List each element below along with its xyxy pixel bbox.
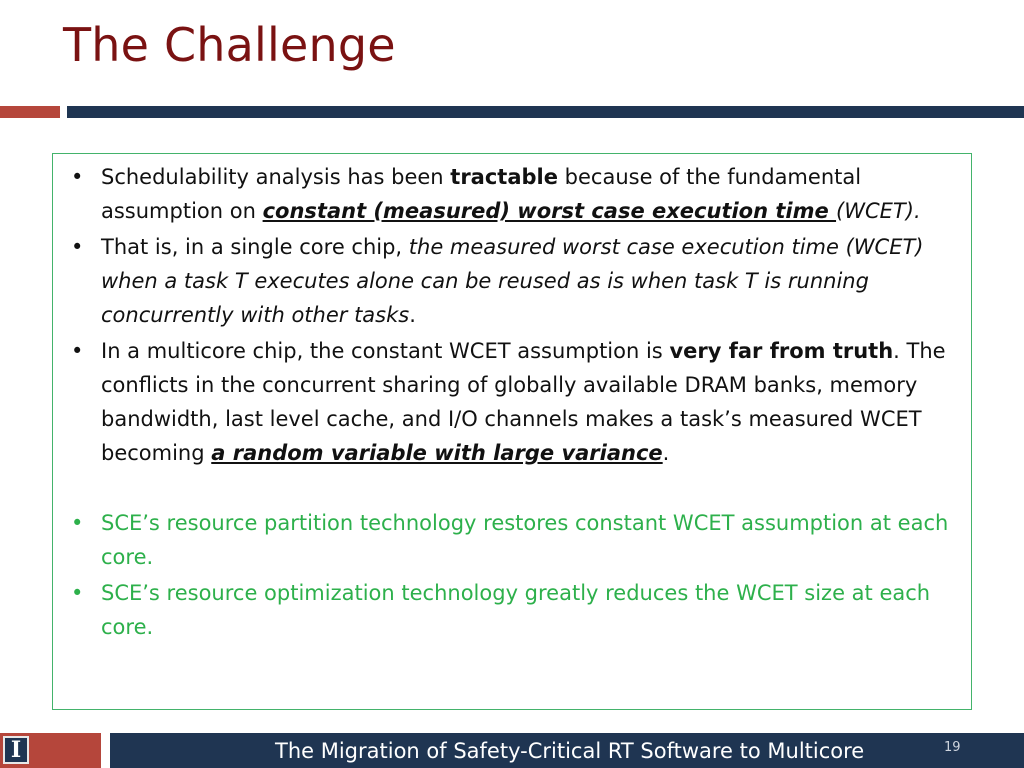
bullet-text: In a multicore chip, the constant WCET assumption is (101, 339, 670, 363)
bullet-item (61, 334, 966, 470)
key-phrase: a random variable with large variance (211, 441, 663, 465)
bullet-spacer (61, 472, 966, 506)
emphasis-text: very far from truth (669, 339, 894, 363)
title-rule (67, 106, 1024, 118)
bullet-text: Schedulability analysis has been (101, 165, 451, 189)
university-logo-icon: I (3, 736, 29, 764)
bullet-marker: • (71, 235, 84, 259)
bullet-text: . (409, 303, 416, 327)
bullet-text: . The conflicts in the concurrent sharing of globally available DRAM banks, memory bandwidth, last level cache, and I/O channels makes a task’s measured WCET becoming (101, 339, 946, 465)
footer-title: The Migration of Safety-Critical RT Software to Multicore (275, 739, 865, 763)
page-number: 19 (944, 740, 961, 755)
title-rule-accent (0, 106, 60, 118)
bullet-text: (WCET). (836, 199, 921, 223)
bullet-text: SCE’s resource partition technology restores constant WCET assumption at each core. (101, 511, 949, 569)
bullet-marker: • (71, 581, 84, 605)
emphasis-text: tractable (450, 165, 558, 189)
bullet-text: SCE’s resource optimization technology greatly reduces the WCET size at each core. (101, 581, 931, 639)
bullet-item (61, 160, 966, 228)
bullet-text: . (662, 441, 670, 465)
key-phrase: constant (measured) worst case execution time (262, 199, 837, 223)
bullet-item (61, 576, 966, 644)
bullet-item (61, 506, 966, 574)
bullet-text: That is, in a single core chip, (101, 235, 409, 259)
bullet-marker: • (71, 339, 84, 363)
bullet-marker: • (71, 511, 84, 535)
bullet-text: because of the fundamental assumption on (101, 165, 862, 223)
bullet-marker: • (71, 165, 84, 189)
italic-text: the measured worst case execution time (WCET) when a task T executes alone can be reused as is when task T is running concurrently with other tasks (101, 235, 924, 327)
slide-title: The Challenge (63, 18, 396, 72)
bullet-list (61, 160, 966, 646)
content-box (52, 153, 972, 710)
bullet-item (61, 230, 966, 332)
